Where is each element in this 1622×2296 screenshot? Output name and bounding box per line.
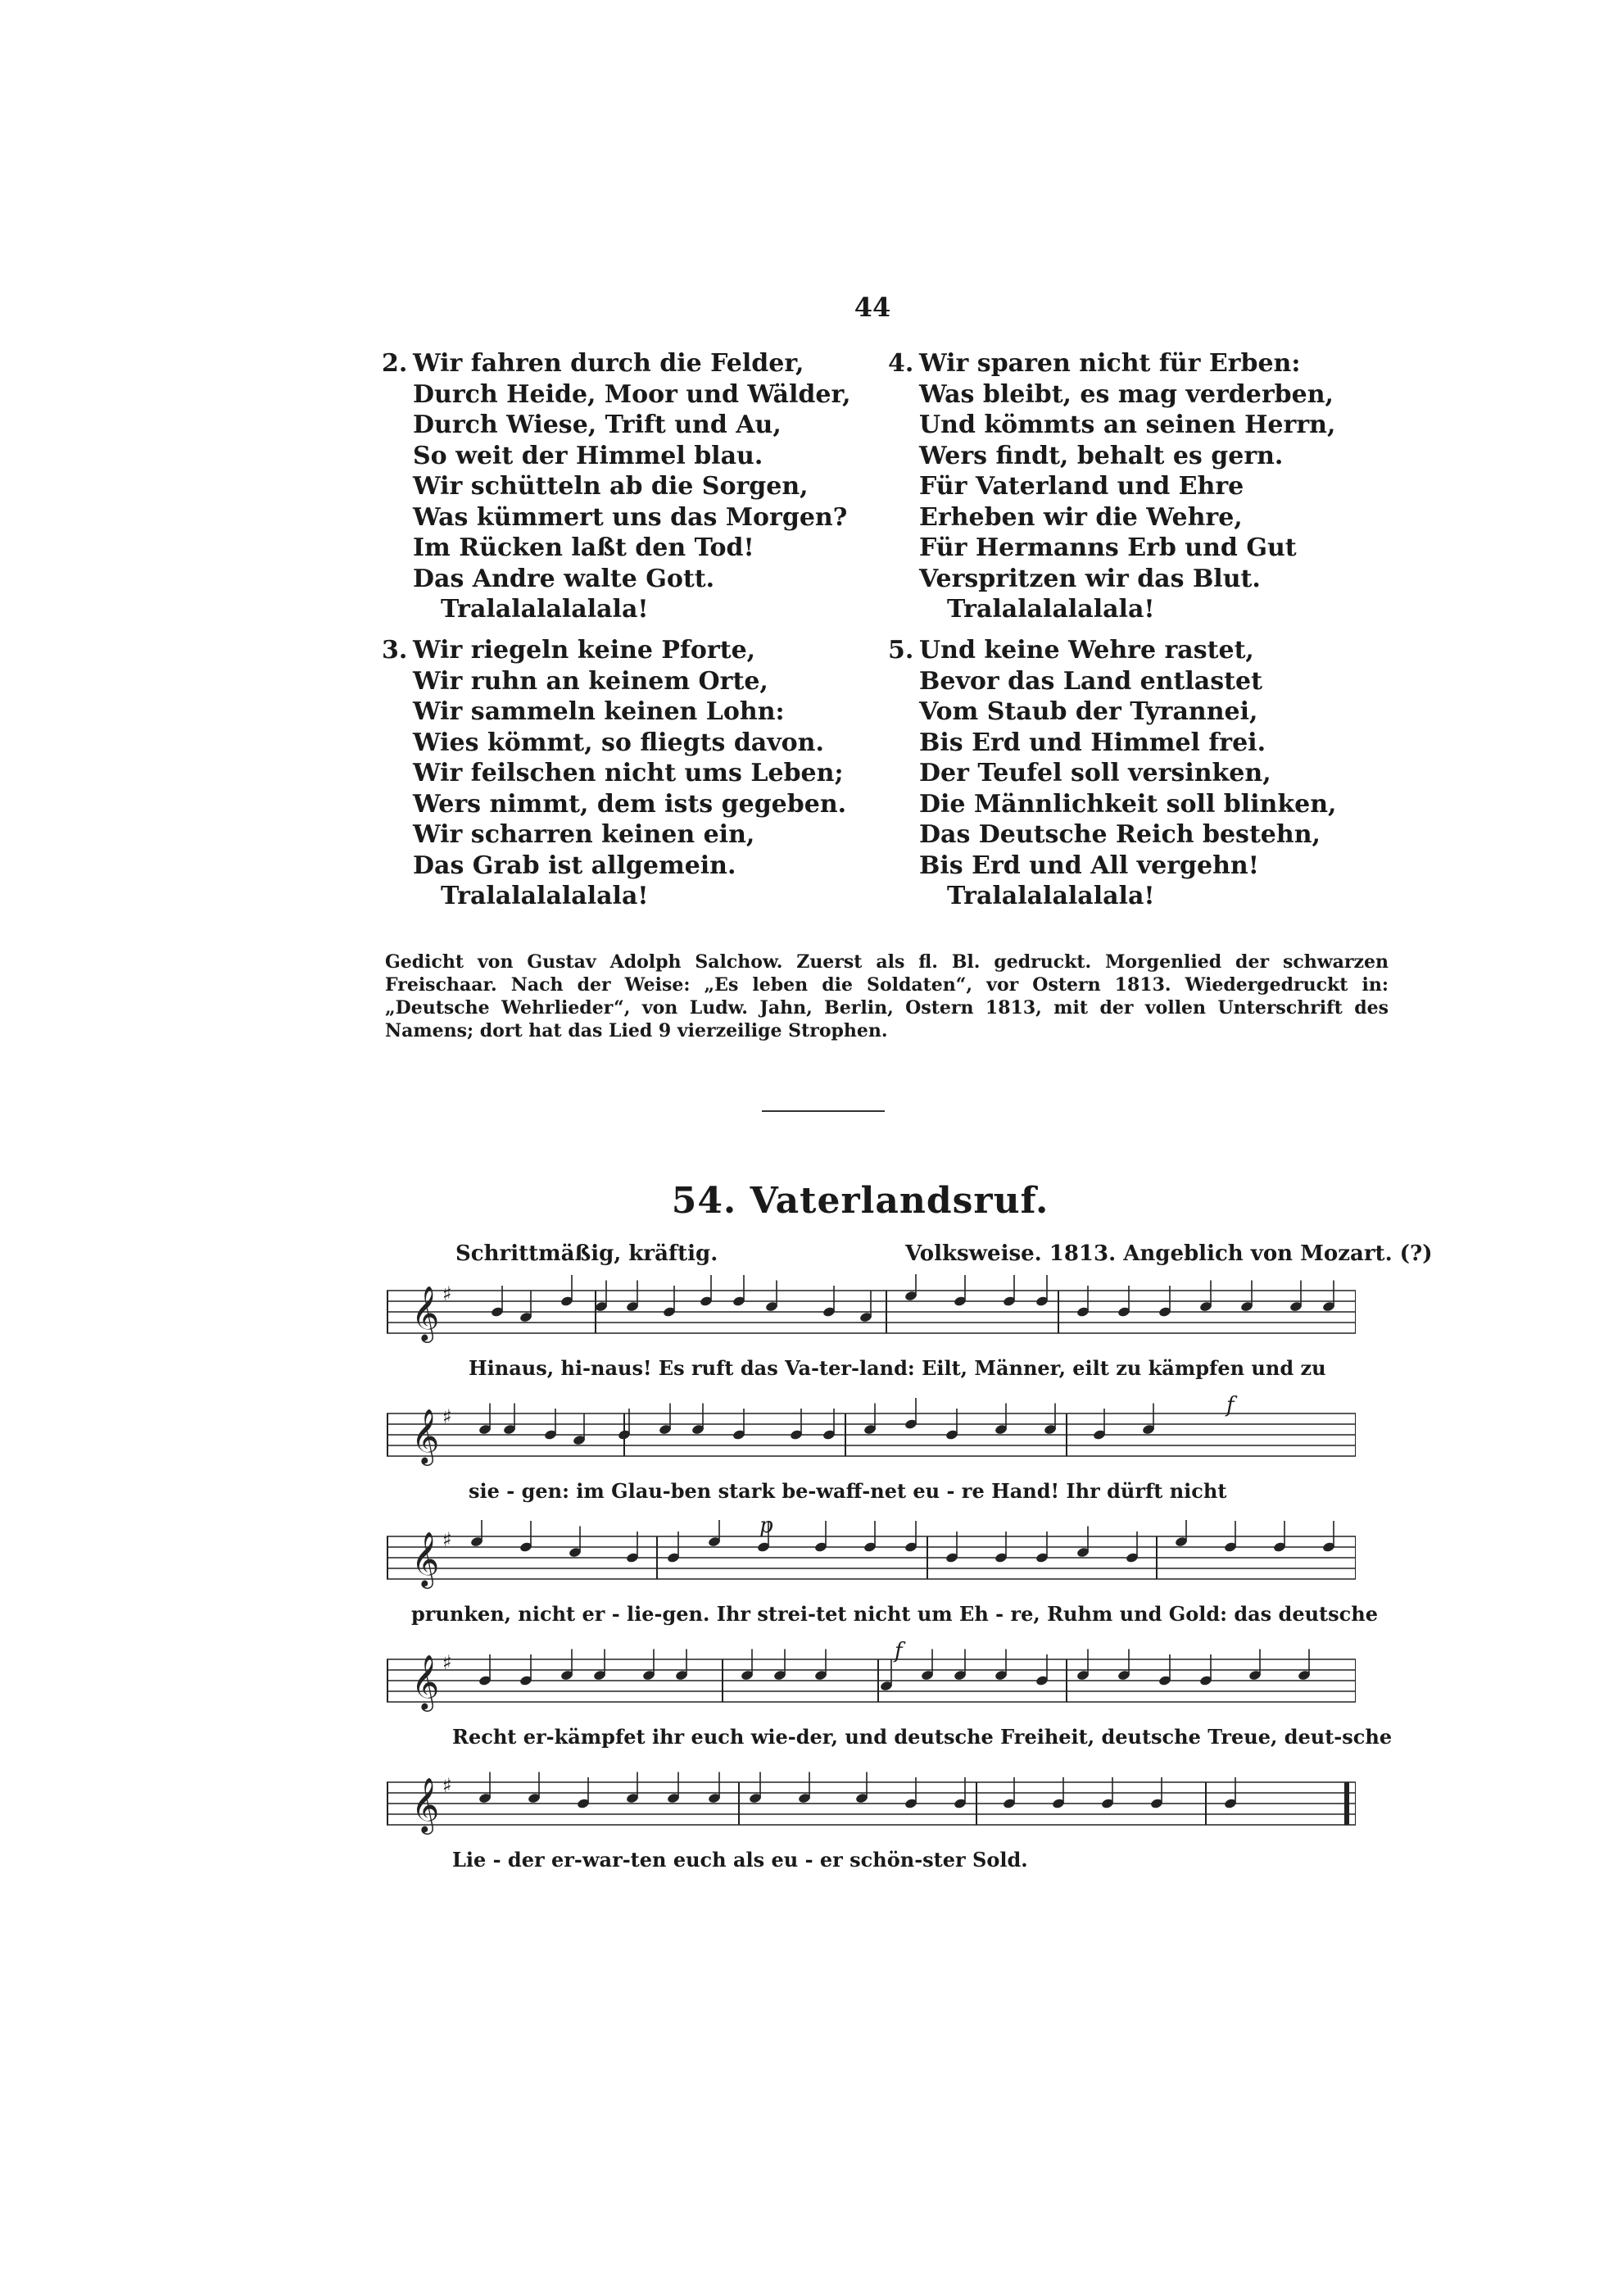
stanza-line: So weit der Himmel blau. [413,441,763,470]
treble-clef-icon: 𝄞 [411,1408,440,1463]
page-number: 44 [854,292,891,323]
lyrics-line: sie - gen: im Glau-ben stark be-waff-net eu - re Hand! Ihr dürft nicht [469,1479,1227,1503]
dynamic-mark: p [759,1513,773,1538]
staff-5 [387,1766,1356,1848]
stanza-line: Der Teufel soll versinken, [919,759,1271,787]
stanza-4 [888,348,1347,625]
stanza-line: Wir feilschen nicht ums Leben; [413,759,844,787]
stanza-line: Durch Wiese, Trift und Au, [413,411,782,439]
treble-clef-icon: 𝄞 [411,1285,440,1341]
divider-rule [762,1110,885,1112]
key-sharp-icon: ♯ [442,1282,452,1305]
stanza-line: Wies kömmt, so fliegts davon. [413,728,824,757]
stanza-number: 2. [382,349,408,378]
stanza-line: 2. Wir fahren durch die Felder, [382,349,804,378]
music-system-4 [387,1639,1393,1758]
source-note: Gedicht von Gustav Adolph Salchow. Zuerst als fl. Bl. gedruckt. Morgenlied der schwarzen Freischaar. Nach der Weise: „Es leben die Soldaten“, vor Ostern 1813. Wiedergedruckt in: „Deutsche Wehrlieder“, von Ludw. Jahn, Berlin, Ostern 1813, mit der vollen Unterschrift des Namens; dort hat das Lied 9 vierzeilige Strophen. [385,951,1389,1041]
stanza-line: Wir ruhn an keinem Orte, [413,666,768,696]
stanza-line: Und kömmts an seinen Herrn, [919,411,1336,439]
staff-2 [387,1397,1356,1479]
treble-clef-icon: 𝄞 [411,1654,440,1709]
stanza-line: Was bleibt, es mag verderben, [919,379,1334,409]
key-sharp-icon: ♯ [442,1528,452,1551]
stanza-line: Bis Erd und Himmel frei. [919,728,1266,757]
staff-1 [387,1274,1356,1356]
stanza-line: Bis Erd und All vergehn! [919,851,1259,880]
lyrics-line: Hinaus, hi-naus! Es ruft das Va-ter-land: Eilt, Männer, eilt zu kämpfen und zu [469,1356,1326,1380]
stanza-line: Wers nimmt, dem ists gegeben. [413,789,847,819]
music-system-1 [387,1274,1356,1389]
stanza-number: 4. [888,349,914,378]
stanza-line: Wir schütteln ab die Sorgen, [413,472,809,501]
stanza-line: Das Grab ist allgemein. [413,851,736,880]
music-system-2 [387,1393,1356,1512]
stanza-line: 5. Und keine Wehre rastet, [888,636,1254,665]
stanza-line: Für Hermanns Erb und Gut [919,533,1297,562]
key-sharp-icon: ♯ [442,1774,452,1797]
stanza-refrain: Tralalalalalala! [441,882,649,910]
stanza-line: Erheben wir die Wehre, [919,502,1243,532]
stanza-line: Vom Staub der Tyrannei, [919,697,1258,726]
stanza-5 [888,635,1347,912]
stanza-line: Wir sammeln keinen Lohn: [413,697,785,726]
dynamic-mark: f [1226,1393,1235,1418]
key-sharp-icon: ♯ [442,1651,452,1674]
stanza-number: 5. [888,636,914,665]
lyrics-line: Recht er-kämpfet ihr euch wie-der, und deutsche Freiheit, deutsche Treue, deut-sche [452,1725,1393,1749]
stanza-line: Im Rücken laßt den Tod! [413,533,754,562]
stanza-line: Was kümmert uns das Morgen? [413,502,848,532]
treble-clef-icon: 𝄞 [411,1776,440,1832]
music-system-3 [387,1513,1378,1635]
stanza-line: Wir scharren keinen ein, [413,820,755,849]
dynamic-mark: f [895,1639,903,1663]
stanza-line: Für Vaterland und Ehre [919,472,1244,501]
stanza-3 [382,635,847,912]
stanza-line: Die Männlichkeit soll blinken, [919,789,1337,819]
stanza-2 [382,348,851,625]
song-title: 54. Vaterlandsruf. [671,1180,1049,1222]
lyrics-line: prunken, nicht er - lie-gen. Ihr strei-tet nicht um Eh - re, Ruhm und Gold: das deutsche [411,1602,1378,1626]
melody-source: Volksweise. 1813. Angeblich von Mozart. (?) [905,1241,1433,1266]
stanza-refrain: Tralalalalalala! [947,882,1155,910]
stanza-line: Durch Heide, Moor und Wälder, [413,379,851,409]
stanza-line: 3. Wir riegeln keine Pforte, [382,636,756,665]
stanza-refrain: Tralalalalalala! [947,595,1155,624]
lyrics-line: Lie - der er-war-ten euch als eu - er schön-ster Sold. [452,1848,1028,1872]
stanza-line: Bevor das Land entlastet [919,666,1262,696]
key-sharp-icon: ♯ [442,1405,452,1428]
stanza-line: 4. Wir sparen nicht für Erben: [888,349,1301,378]
stanza-line: Wers findt, behalt es gern. [919,441,1284,470]
treble-clef-icon: 𝄞 [411,1531,440,1586]
stanza-line: Das Deutsche Reich bestehn, [919,820,1321,849]
stanza-line: Das Andre walte Gott. [413,564,715,593]
tempo-marking: Schrittmäßig, kräftig. [455,1241,718,1266]
staff-3 [387,1520,1356,1602]
staff-4 [387,1643,1356,1725]
music-system-5 [387,1766,1356,1881]
staff-lines [387,1413,1356,1456]
stanza-number: 3. [382,636,408,665]
stanza-line: Verspritzen wir das Blut. [919,564,1261,593]
stanza-refrain: Tralalalalalala! [441,595,649,624]
staff-lines [387,1782,1356,1825]
